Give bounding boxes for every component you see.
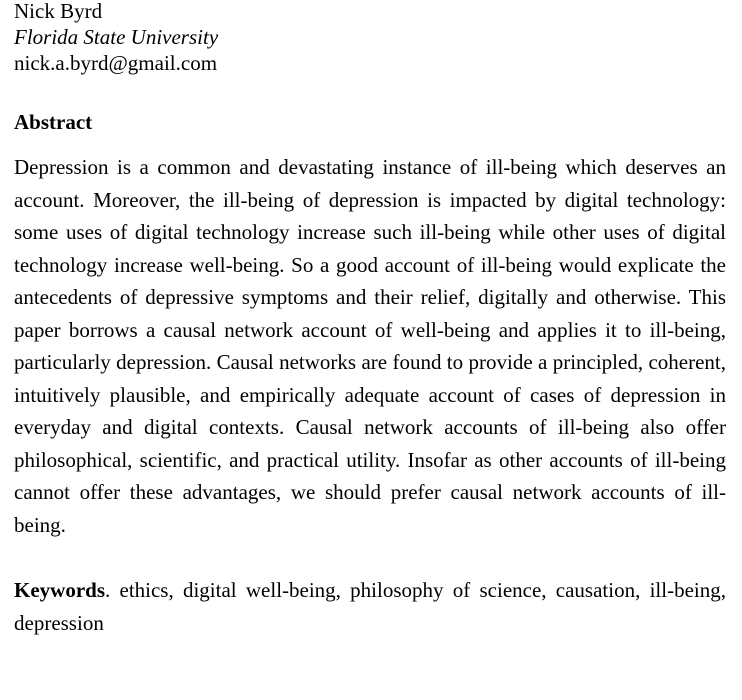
author-name: Nick Byrd bbox=[14, 0, 103, 23]
author-affiliation: Florida State University bbox=[14, 25, 219, 49]
keywords-paragraph bbox=[14, 574, 726, 639]
abstract-body: Depression is a common and devastating instance of ill-being which deserves an account. Moreover, the ill-being of depression is impacted by digital technology: some uses of digital technology increase such ill-being while other uses of digital technology increase well-being. So a good account of ill-being would explicate the antecedents of depressive symptoms and their relief, digitally and otherwise. This paper borrows a causal network account of well-being and applies it to ill-being, particularly depression. Causal networks are found to provide a principled, coherent, intuitively plausible, and empirically adequate account of cases of depression in everyday and digital contexts. Causal network accounts of ill-being also offer philosophical, scientific, and practical utility. Insofar as other accounts of ill-being cannot offer these advantages, we should prefer causal network accounts of ill-being. bbox=[14, 155, 726, 537]
keywords-text: . ethics, digital well-being, philosophy of science, causation, ill-being, depression bbox=[14, 578, 726, 635]
document-page bbox=[14, 0, 726, 639]
author-block bbox=[14, 0, 726, 76]
keywords-label: Keywords bbox=[14, 578, 105, 602]
author-email: nick.a.byrd@gmail.com bbox=[14, 51, 218, 75]
abstract-heading: Abstract bbox=[14, 110, 93, 134]
